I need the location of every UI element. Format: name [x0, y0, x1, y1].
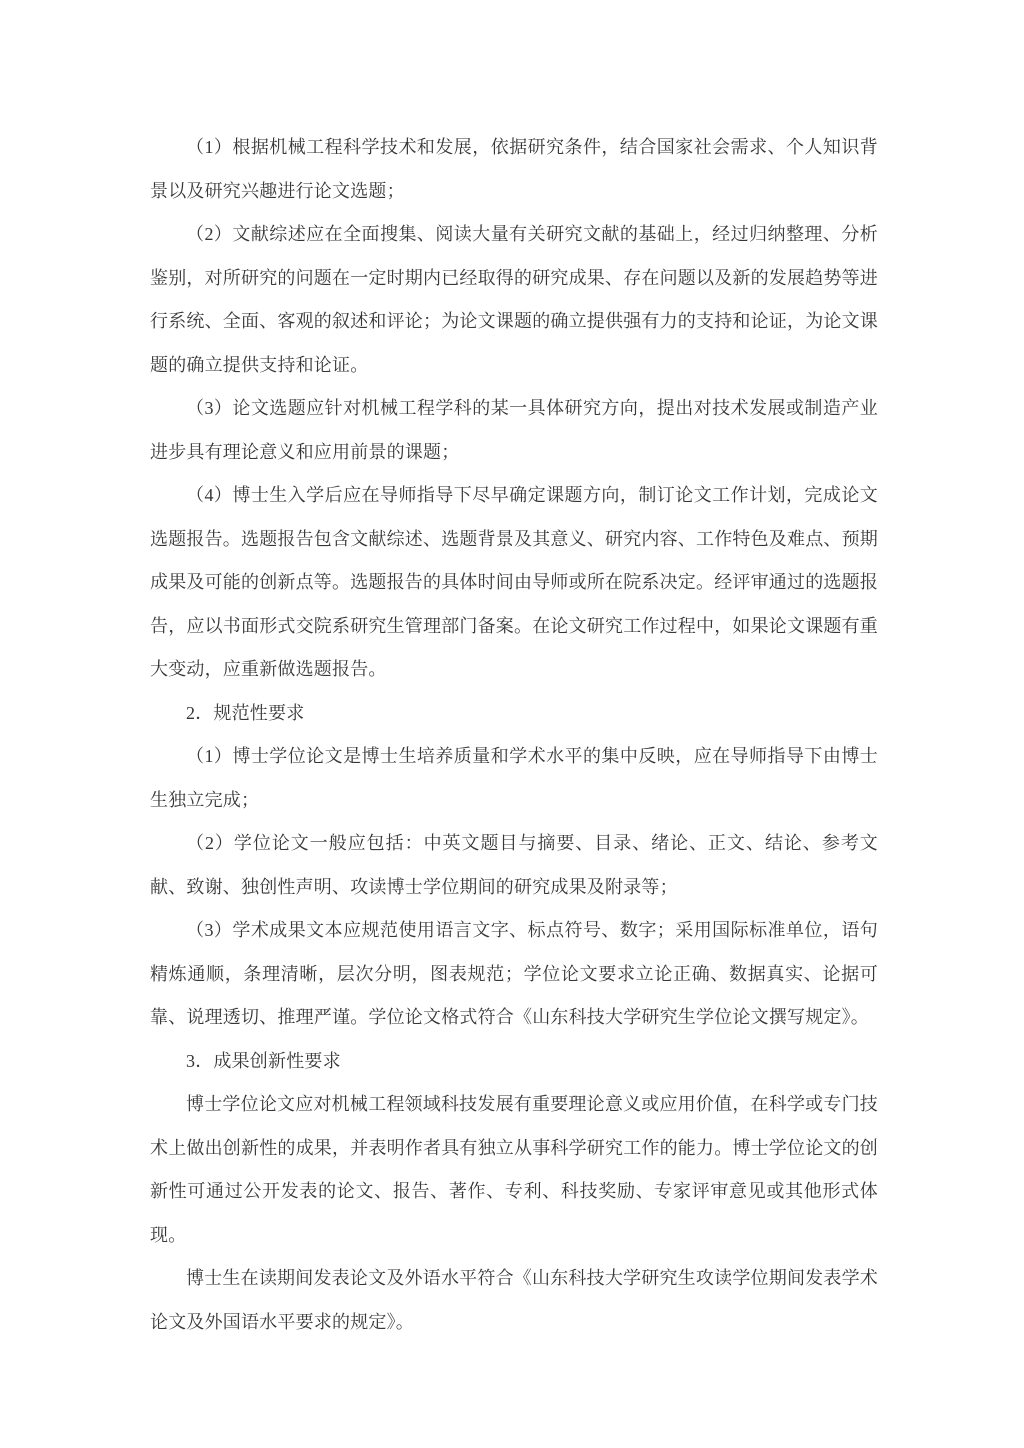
paragraph: （1）博士学位论文是博士生培养质量和学术水平的集中反映，应在导师指导下由博士生独立完成；	[150, 746, 878, 810]
paragraph: 2．规范性要求	[186, 702, 305, 723]
paragraph: （3）论文选题应针对机械工程学科的某一具体研究方向，提出对技术发展或制造产业进步具有理论意义和应用前景的课题；	[150, 398, 878, 462]
paragraph: （2）学位论文一般应包括：中英文题目与摘要、目录、绪论、正文、结论、参考文献、致谢、独创性声明、攻读博士学位期间的研究成果及附录等；	[150, 833, 878, 897]
paragraph: 3．成果创新性要求	[186, 1050, 341, 1071]
document-body	[150, 126, 878, 1344]
paragraph: （2）文献综述应在全面搜集、阅读大量有关研究文献的基础上，经过归纳整理、分析鉴别，对所研究的问题在一定时期内已经取得的研究成果、存在问题以及新的发展趋势等进行系统、全面、客观的叙述和评论；为论文课题的确立提供强有力的支持和论证，为论文课题的确立提供支持和论证。	[150, 224, 878, 375]
paragraph: （3）学术成果文本应规范使用语言文字、标点符号、数字；采用国际标准单位，语句精炼通顺，条理清晰，层次分明，图表规范；学位论文要求立论正确、数据真实、论据可靠、说理透切、推理严谨。学位论文格式符合《山东科技大学研究生学位论文撰写规定》。	[150, 920, 878, 1027]
paragraph: （1）根据机械工程科学技术和发展，依据研究条件，结合国家社会需求、个人知识背景以及研究兴趣进行论文选题；	[150, 137, 878, 201]
paragraph: 博士生在读期间发表论文及外语水平符合《山东科技大学研究生攻读学位期间发表学术论文及外国语水平要求的规定》。	[150, 1268, 878, 1332]
paragraph: （4）博士生入学后应在导师指导下尽早确定课题方向，制订论文工作计划，完成论文选题报告。选题报告包含文献综述、选题背景及其意义、研究内容、工作特色及难点、预期成果及可能的创新点等。选题报告的具体时间由导师或所在院系决定。经评审通过的选题报告，应以书面形式交院系研究生管理部门备案。在论文研究工作过程中，如果论文课题有重大变动，应重新做选题报告。	[150, 485, 878, 679]
paragraph: 博士学位论文应对机械工程领域科技发展有重要理论意义或应用价值，在科学或专门技术上做出创新性的成果，并表明作者具有独立从事科学研究工作的能力。博士学位论文的创新性可通过公开发表的论文、报告、著作、专利、科技奖励、专家评审意见或其他形式体现。	[150, 1094, 878, 1245]
